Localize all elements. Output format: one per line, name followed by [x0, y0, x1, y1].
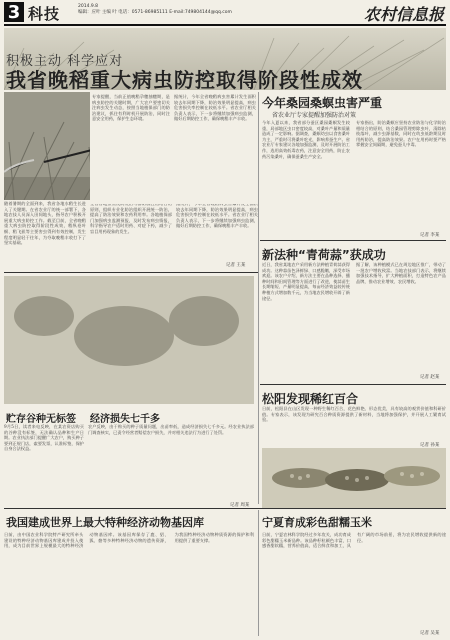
mid-story-byline: 记者 周某 — [230, 503, 250, 508]
divider — [260, 240, 446, 241]
header-contact: 编辑：应叶 主编 叶 电话：0571-86985111 E-mail:749804144@qq.com — [78, 10, 232, 15]
main-text-col2-top: 专家提醒，当前正值晚稻孕穗抽穗期，是病虫防控的关键时期，广大农户要密切关注病虫发生动态，按照当地植保部门的防治建议，抓住有利时机开展防治，同时注意安全用药，保护生态环境。 — [90, 92, 172, 204]
divider — [4, 508, 446, 509]
qingsuan-text-col1: 近日，我省某地农户采用新方法种植青荷蒜获得成功。这种蒜苗色泽鲜绿、口感脆嫩，深受市场欢迎。该农户介绍，新方法主要在品种选择、播种时间和田间管理等方面进行了改进，使蒜苗生长期缩短、产量明显提高，每亩经济效益较传统种植方式增加数千元，为当地农民增收开辟了新途径。 — [262, 262, 350, 301]
bottom-right-text: 日前，宁夏农林科学院经过多年攻关，成功育成彩色甜糯玉米新品种。该品种籽粒颜色丰富，口感香甜软糯，营养价值高，适合鲜食和加工，具有广阔的市场前景，将为农民增收提供新的途径。 — [262, 532, 446, 549]
page-number: 3 — [4, 2, 24, 22]
mid-story-headline: 经济损失七千多 — [90, 414, 160, 425]
bottom-right-headline: 宁夏育成彩色甜糯玉米 — [262, 516, 372, 529]
column-divider — [258, 92, 259, 504]
column-divider — [258, 510, 259, 636]
seed-image — [4, 276, 254, 404]
left-story-headline: 贮存谷种无标签 — [6, 414, 76, 425]
main-text-col2: 原则，组织专业化防治组织开展统一防治，提高了防治效果和农药利用率。各地植保部门加强病虫监测预报，及时发布病虫情报，科学指导农户适时用药、对症下药，减少了盲目用药现象的发生。 — [90, 206, 172, 234]
seed-photo — [4, 276, 254, 404]
bottom-left-text: 日前，由中国农业科学院特产研究所牵头建设的特种经济动物基因库建成并投入使用，成为目前世界上规模最大的特种经济动物基因库。该基因库保存了鹿、貂、狐、貉等多种特种经济动物的遗传资源，为我国特种经济动物种质资源的保护和利用提供了重要支撑。 — [4, 532, 254, 549]
mid-story-text: 农户反映，由于购买的种子质量问题，出苗率低，造成经济损失七千多元。经农业执法部门调查核实，已责令经营者赔偿农户损失，并对相关违法行为进行了处罚。 — [88, 424, 254, 435]
divider — [260, 384, 446, 385]
main-text-col3: 较去年同期下降，防治效果明显提高，病虫危害损失率控制在较低水平。省农业厅相关负责人表示，下一步将继续加强病虫监测，做好后期防控工作，确保晚稻丰产丰收。 — [176, 206, 258, 229]
main-byline: 记者 王某 — [226, 263, 246, 268]
qingsuan-byline: 记者 赵某 — [420, 375, 440, 380]
left-story-text: 9月5日，读者来电反映，在某农资店购买的谷种没有标签，无法确认品种和生产日期。农业执法部门提醒广大农户，购买种子要到正规门店，索要发票，认准标签，保护自身合法权益。 — [4, 424, 84, 452]
qingsuan-headline: 新法种“青荷蒜”获成功 — [262, 248, 386, 262]
corn-photo — [262, 448, 446, 508]
header-info — [78, 4, 232, 16]
songyang-headline: 松阳发现稀红百合 — [262, 392, 359, 406]
sang-subhead: 省农业厅专家提醒加强防治对策 — [272, 112, 357, 119]
songyang-byline: 记者 孙某 — [420, 443, 440, 448]
header-date: 2014.9.8 — [78, 4, 99, 9]
songyang-text: 日前，松阳县在山区发现一种野生稀红百合，花色鲜艳、形态优美，具有较高的观赏价值和科研价值。专家表示，该发现为研究百合种质资源提供了新材料，当地将加强保护，并开展人工繁育试验。 — [262, 406, 446, 423]
newspaper-logo: 农村信息报 — [363, 5, 444, 24]
bottom-right-byline: 记者 吴某 — [420, 631, 440, 636]
sang-text-col2: 专家指出，防治桑螟应坚持农业防治与化学防治相结合的原则，结合桑园管理剪除虫叶，清除枯枝落叶，减少虫源基数，同时在幼虫低龄期及时用药防治，提高防治效果。农户在用药时要严格掌握安全间隔期，避免蚕儿中毒。 — [356, 120, 446, 148]
main-kicker: 积极主动 科学应对 — [6, 54, 124, 69]
header-rule — [4, 24, 446, 26]
sang-byline: 记者 李某 — [420, 233, 440, 238]
main-text-col1: 随着暑期的全面到来，我省各地水稻生长进入了关键期。在省农业厅的统一部署下，各地农技人员深入田间地头，指导农户积极开展重大病虫防控工作。截至目前，全省晚稻重大病虫防控取得阶段性成效，稻纵卷叶螟、稻飞虱等主要害虫得到有效控制，发生程度明显轻于往年，为夺取晚稻丰收打下了坚实基础。 — [4, 201, 86, 246]
main-text-col3-top: 据统计，今年全省晚稻病虫害累计发生面积较去年同期下降，防治效果明显提高，病虫危害损失率控制在较低水平。省农业厅相关负责人表示，下一步将继续加强病虫监测，做好后期防控工作，确保晚稻丰产丰收。 — [172, 92, 258, 204]
section-name: 科技 — [28, 5, 61, 23]
qingsuan-text-col2: 据了解，该种植模式已在周边地区推广，带动了一批农户增收致富。当地农技部门表示，将继续加强技术指导，扩大种植面积，打造特色农产品品牌，推动农业增效、农民增收。 — [356, 262, 446, 284]
corn-image — [262, 448, 446, 508]
main-headline: 我省晚稻重大病虫防控取得阶段性成效 — [6, 68, 363, 92]
bottom-left-headline: 我国建成世界上最大特种经济动物基因库 — [6, 516, 204, 529]
divider — [4, 272, 258, 273]
sang-headline: 今年桑园桑螟虫害严重 — [262, 96, 383, 110]
sang-text-col1: 今年入夏以来，我省部分蚕区桑园桑螟发生较重，局部地区虫口密度较高，对桑叶产量和质量造成了一定影响。据调查，桑螟幼虫以食害桑叶为主，严重时可将桑叶吃光，影响养蚕生产。省农业厅专家建议各地加强监测，及时开展防治工作，选用高效低毒农药，注意安全用药，防止农药污染桑叶，确保蚕桑生产安全。 — [262, 120, 350, 159]
